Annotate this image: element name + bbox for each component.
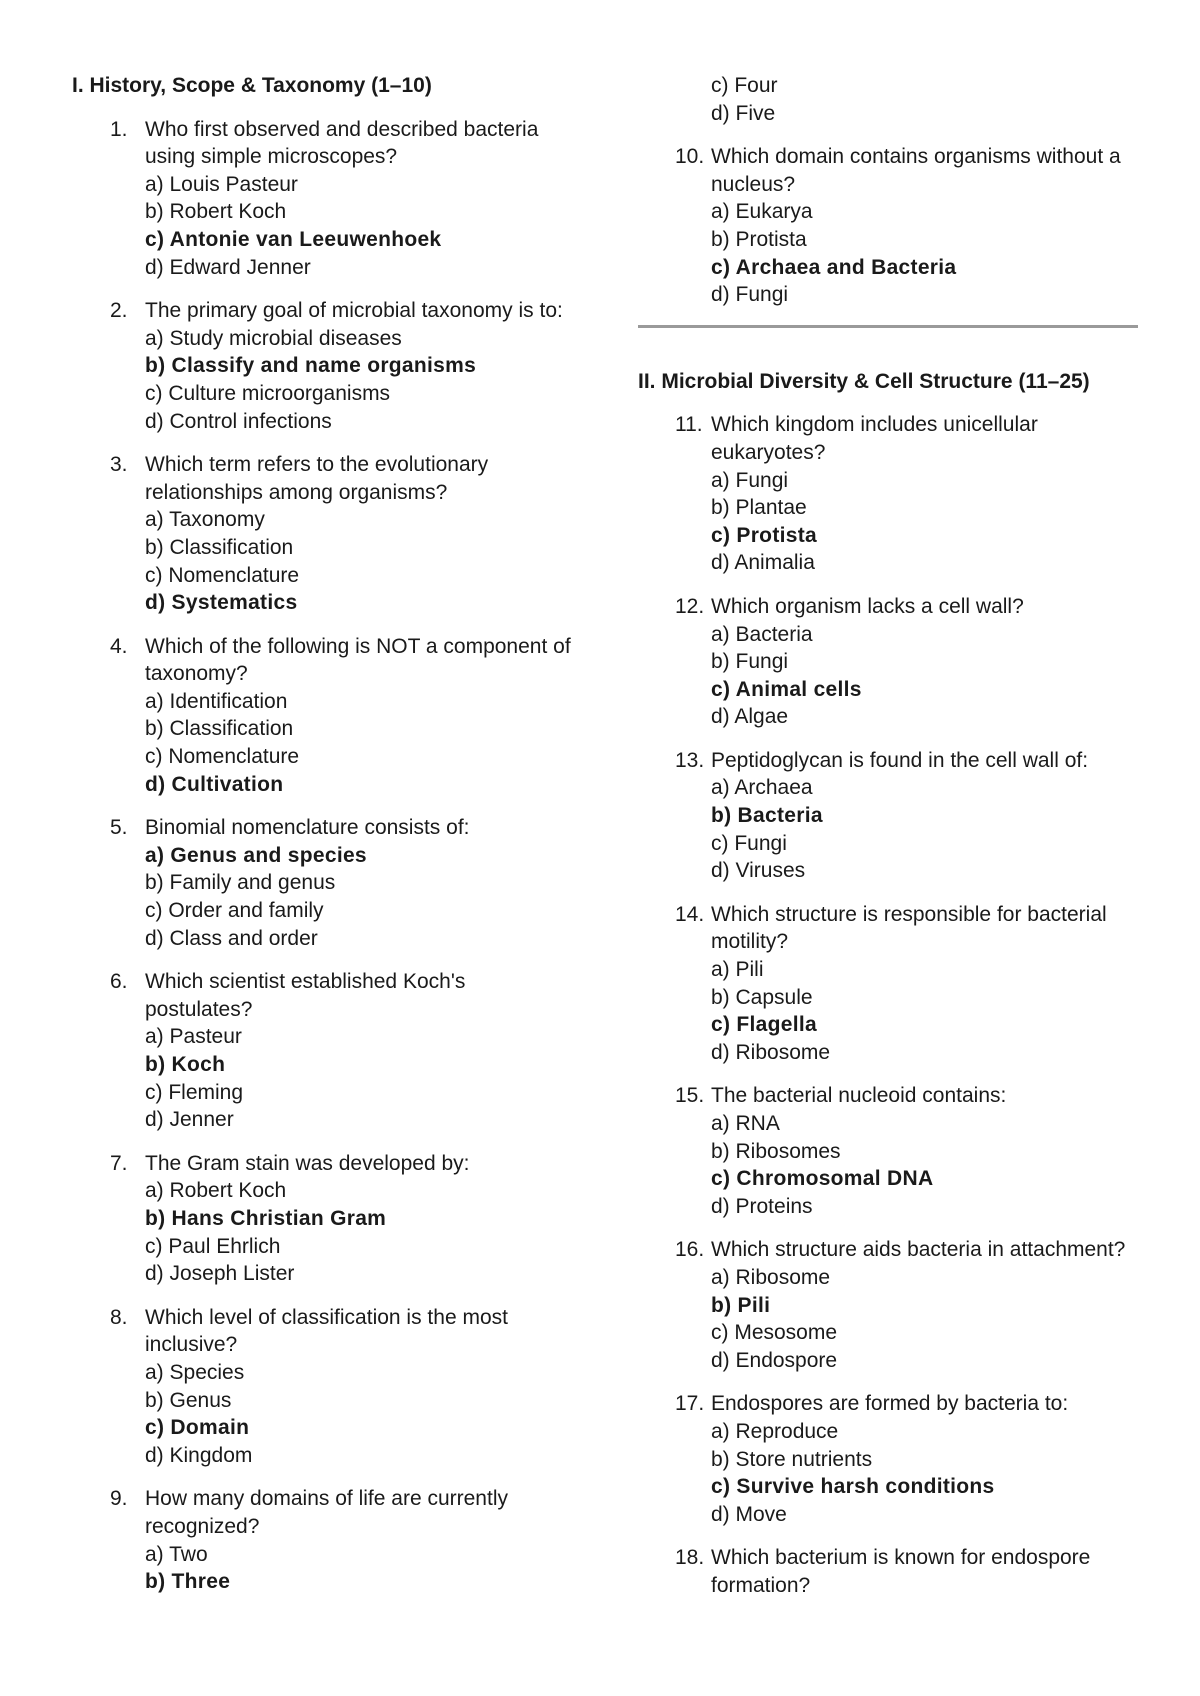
correct-answer-option: b) Classify and name organisms	[145, 354, 477, 378]
section-title: II. Microbial Diversity & Cell Structure (11–25)	[638, 369, 1090, 393]
answer-option: d) Control infections	[145, 409, 332, 433]
answer-option: a) Taxonomy	[145, 508, 265, 532]
question-item	[72, 1485, 572, 1595]
answer-option: d) Viruses	[711, 859, 806, 883]
question-item	[72, 116, 572, 282]
answer-option: d) Fungi	[711, 283, 789, 307]
answer-option: b) Genus	[145, 1388, 232, 1412]
correct-answer-option: b) Koch	[145, 1053, 226, 1076]
answer-option: a) Two	[145, 1542, 208, 1566]
answer-option: a) Study microbial diseases	[145, 326, 402, 350]
question-number: 6.	[110, 970, 128, 994]
question-10	[638, 143, 1138, 309]
answer-option: c) Nomenclature	[145, 745, 300, 769]
answer-option: a) Louis Pasteur	[145, 172, 298, 196]
answer-option: d) Move	[711, 1502, 787, 1526]
correct-answer-option: c) Survive harsh conditions	[711, 1475, 995, 1499]
correct-answer-option: d) Cultivation	[145, 772, 284, 796]
question-item	[72, 1150, 572, 1288]
question-item	[72, 814, 572, 952]
question-list	[72, 116, 572, 1596]
answer-option: d) Joseph Lister	[145, 1262, 295, 1286]
answer-option: c) Culture microorganisms	[145, 381, 391, 405]
answer-option: b) Plantae	[711, 496, 807, 520]
question-text: Which of the following is NOT a component of taxonomy?	[145, 634, 571, 686]
question-text: Which scientist established Koch's postulates?	[145, 970, 466, 1021]
answer-option: a) Archaea	[711, 776, 813, 800]
answer-option: c) Paul Ehrlich	[145, 1234, 281, 1258]
answer-option: d) Kingdom	[145, 1443, 253, 1467]
answer-option: a) Fungi	[711, 468, 789, 492]
question-text: Endospores are formed by bacteria to:	[711, 1392, 1069, 1416]
question-text: Which term refers to the evolutionary relationships among organisms?	[145, 453, 489, 504]
question-text: The Gram stain was developed by:	[145, 1151, 470, 1175]
question-item	[638, 747, 1138, 885]
option: c) Four	[711, 74, 778, 97]
correct-answer-option: c) Protista	[711, 523, 817, 547]
option: d) Five	[711, 101, 776, 125]
question-number: 16.	[675, 1238, 705, 1262]
question-number: 14.	[675, 902, 705, 926]
question-number: 2.	[110, 299, 128, 323]
correct-answer-option: b) Three	[145, 1570, 231, 1594]
section-title: I. History, Scope & Taxonomy (1–10)	[72, 74, 432, 97]
question-item	[638, 411, 1138, 577]
question-text: Which structure aids bacteria in attachment?	[711, 1238, 1126, 1262]
answer-option: d) Algae	[711, 705, 789, 729]
question-text: Which bacterium is known for endospore formation?	[711, 1546, 1091, 1597]
answer-option: d) Jenner	[145, 1108, 234, 1132]
correct-answer-option: c) Chromosomal DNA	[711, 1167, 934, 1191]
answer-option: b) Robert Koch	[145, 200, 287, 224]
question-number: 9.	[110, 1487, 128, 1511]
answer-option: a) Ribosome	[711, 1265, 831, 1289]
question-item	[638, 593, 1138, 731]
left-column	[72, 72, 572, 1612]
answer-option: a) Eukarya	[711, 200, 813, 224]
question-number: 4.	[110, 634, 128, 658]
correct-answer-option: c) Animal cells	[711, 677, 862, 701]
answer-option: a) Reproduce	[711, 1419, 839, 1443]
answer-option: b) Ribosomes	[711, 1139, 841, 1163]
answer-option: b) Classification	[145, 535, 294, 559]
answer-option: d) Animalia	[711, 551, 815, 575]
question-item	[638, 1236, 1138, 1374]
answer-option: d) Ribosome	[711, 1040, 831, 1064]
question-number: 12.	[675, 594, 705, 618]
answer-option: d) Edward Jenner	[145, 255, 311, 279]
question-number: 13.	[675, 748, 705, 772]
question-text: The primary goal of microbial taxonomy is to:	[145, 299, 563, 323]
answer-option: b) Store nutrients	[711, 1447, 873, 1471]
question-number: 3.	[110, 453, 128, 477]
question-number: 10.	[675, 145, 705, 169]
question-item	[638, 143, 1138, 309]
question-text: Peptidoglycan is found in the cell wall of:	[711, 748, 1089, 772]
question-list	[638, 411, 1138, 1599]
correct-answer-option: c) Archaea and Bacteria	[711, 255, 957, 279]
answer-option: a) Pasteur	[145, 1025, 242, 1049]
question-item	[72, 451, 572, 617]
question-text: Who first observed and described bacteria using simple microscopes?	[145, 117, 539, 169]
question-text: The bacterial nucleoid contains:	[711, 1084, 1007, 1108]
question-text: Which organism lacks a cell wall?	[711, 594, 1024, 618]
answer-option: d) Endospore	[711, 1348, 838, 1372]
correct-answer-option: b) Bacteria	[711, 804, 823, 828]
answer-option: a) Identification	[145, 689, 288, 713]
question-item	[638, 1390, 1138, 1528]
answer-option: d) Class and order	[145, 926, 318, 950]
answer-option: a) Robert Koch	[145, 1179, 287, 1203]
answer-option: b) Family and genus	[145, 871, 336, 895]
answer-option: b) Fungi	[711, 650, 789, 674]
question-number: 1.	[110, 117, 128, 141]
question-number: 11.	[675, 413, 703, 437]
correct-answer-option: d) Systematics	[145, 591, 298, 615]
answer-option: b) Protista	[711, 227, 807, 251]
correct-answer-option: c) Antonie van Leeuwenhoek	[145, 227, 442, 251]
right-column	[638, 72, 1138, 1616]
answer-option: b) Classification	[145, 717, 294, 741]
question-text: Binomial nomenclature consists of:	[145, 816, 470, 840]
question-number: 18.	[675, 1546, 705, 1570]
answer-option: b) Capsule	[711, 985, 813, 1009]
question-item	[638, 901, 1138, 1067]
question-9-continued	[638, 72, 1138, 127]
question-item	[72, 633, 572, 799]
correct-answer-option: b) Pili	[711, 1293, 771, 1317]
question-item	[72, 297, 572, 435]
answer-option: a) RNA	[711, 1112, 780, 1135]
answer-option: c) Fungi	[711, 831, 787, 855]
answer-option: d) Proteins	[711, 1194, 813, 1218]
question-item	[638, 1082, 1138, 1220]
question-number: 17.	[675, 1392, 705, 1416]
question-number: 7.	[110, 1151, 128, 1175]
section-divider	[638, 325, 1138, 328]
correct-answer-option: b) Hans Christian Gram	[145, 1206, 387, 1230]
answer-option: c) Fleming	[145, 1080, 244, 1104]
answer-option: c) Order and family	[145, 899, 324, 923]
question-text: Which structure is responsible for bacterial motility?	[711, 902, 1107, 954]
answer-option: a) Pili	[711, 958, 764, 982]
question-item	[638, 1544, 1138, 1599]
question-item	[72, 1304, 572, 1470]
answer-option: a) Species	[145, 1360, 245, 1384]
question-text: Which kingdom includes unicellular eukaryotes?	[711, 413, 1038, 464]
answer-option: c) Mesosome	[711, 1321, 838, 1345]
question-number: 5.	[110, 816, 128, 840]
question-number: 8.	[110, 1305, 128, 1329]
answer-option: a) Bacteria	[711, 622, 813, 646]
question-item	[72, 968, 572, 1134]
answer-option: c) Nomenclature	[145, 563, 300, 587]
question-text: Which level of classification is the most inclusive?	[145, 1305, 508, 1357]
question-number: 15.	[675, 1084, 705, 1108]
correct-answer-option: c) Domain	[145, 1416, 250, 1440]
correct-answer-option: c) Flagella	[711, 1013, 818, 1037]
question-text: How many domains of life are currently recognized?	[145, 1487, 508, 1538]
correct-answer-option: a) Genus and species	[145, 843, 367, 867]
question-text: Which domain contains organisms without a nucleus?	[711, 145, 1121, 196]
